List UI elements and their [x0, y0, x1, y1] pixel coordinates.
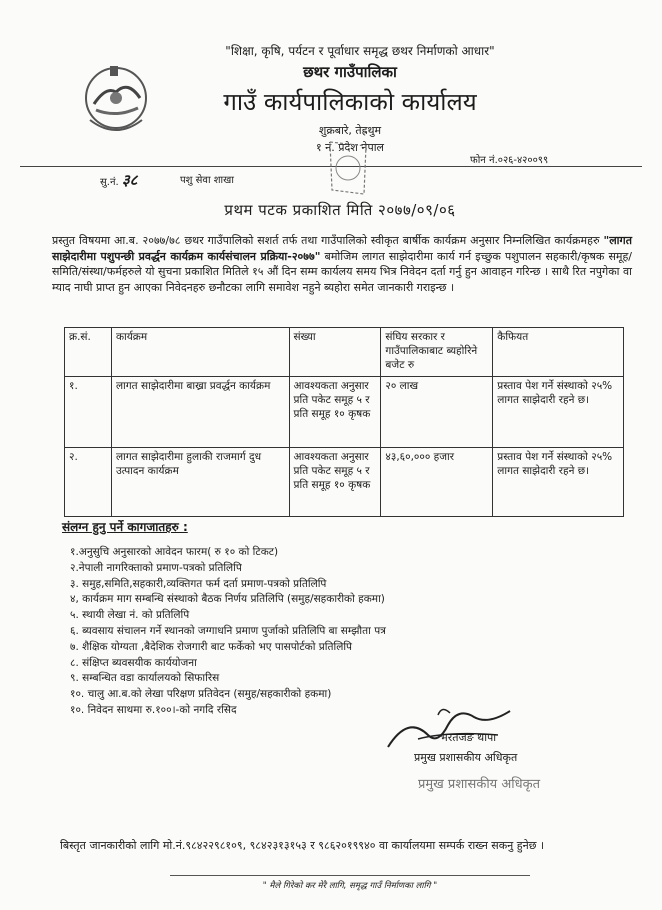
list-item: १०. निवेदन साथमा रु.१००।-को नगदि रसिद	[70, 703, 237, 716]
list-item: ९. सम्बन्धित वडा कार्यालयको सिफारिस	[70, 672, 220, 685]
office-stamp	[326, 138, 370, 198]
list-item: ५. स्थायी लेखा नं. को प्रतिलिपि	[70, 609, 190, 622]
header-budget: संघिय सरकार र गाउँपालिकाबाट ब्यहोरिने बजेट रु	[381, 328, 493, 377]
attachments-title: संलग्न हुनु पर्ने कागजातहरु :	[62, 520, 188, 534]
list-item: ६. ब्यवसाय संचालन गर्ने स्थानको जग्गाधनि प्रमाण पुर्जाको प्रतिलिपि बा सम्झौता पत्र	[70, 624, 386, 637]
row-serial: १.	[65, 377, 112, 448]
list-item: २.नेपाली नागरिक्ताको प्रमाण-पत्रको प्रतिलिपि	[70, 561, 242, 574]
reference-label: सु.नं.	[100, 177, 119, 188]
row-quantity: आवश्यकता अनुसार प्रति पकेट समूह ५ र प्रति समूह १० कृषक	[289, 448, 381, 517]
phone-number: फोन नं.०२६-४२००९९	[470, 155, 549, 166]
address-line-2: १ नं. प्रदेश नेपाल	[315, 141, 385, 154]
government-emblem-logo	[80, 58, 152, 142]
row-budget: ४३,६०,००० हजार	[381, 448, 493, 517]
reference-number	[100, 170, 137, 190]
row-remarks: प्रस्ताव पेश गर्ने संस्थाको २५% लागत साझेदारी रहने छ।	[493, 377, 624, 448]
address-line-1: शुक्रबारे, तेह्रथुम	[318, 124, 382, 137]
list-item: ३. समुह,समिति,सहकारी,व्यक्तिगत फर्म दर्ता प्रमाण-पत्रको प्रतिलिपि	[70, 577, 327, 590]
list-item: ८. संक्षिप्त ब्यवसयीक कार्ययोजना	[70, 656, 197, 669]
program-table	[64, 327, 624, 517]
footer-slogan: " मैले गिरेको कर मेरै लागि, समृद्ध गाउँ निर्माणका लागि "	[262, 881, 438, 891]
list-item: १०. चालु आ.ब.को लेखा परिक्षण प्रतिवेदन (समुह/सहकारीको हकमा)	[70, 688, 332, 701]
header-quantity: संख्या	[289, 328, 381, 377]
header-serial: क्र.सं.	[65, 328, 112, 377]
publication-date: प्रथम पटक प्रकाशित मिति २०७७/०९/०६	[224, 201, 456, 219]
notice-paragraph	[52, 233, 632, 295]
footer-divider	[170, 875, 530, 876]
list-item: ७. शैक्षिक योग्यता ,बैदेशिक रोजगारी बाट फर्केको भए पासपोर्टको प्रतिलिपि	[70, 640, 353, 653]
list-item: ४, कार्यक्रम माग सम्बन्धि संस्थाको बैठक निर्णय प्रतिलिपि (समुह/सहकारीको हकमा)	[70, 593, 385, 606]
table-row	[65, 448, 624, 517]
notice-paragraph-part1: प्रस्तुत विषयमा आ.ब. २०७७/७८ छथर गाउँपालिको सशर्त तर्फ तथा गाउँपालिको स्वीकृत बार्षीक कार्यक्रम अनुसार निम्नलिखित कार्यक्रमहरु	[52, 234, 604, 247]
row-serial: २.	[65, 448, 112, 517]
row-program: लागत साझेदारीमा बाख्रा प्रवर्द्धन कार्यक्रम	[111, 377, 289, 448]
program-procedure-title: "लागत साझेदारीमा पशुपन्छी प्रवर्द्धन कार्यक्रम कार्यसंचालन प्रक्रिया-२०७७"	[52, 234, 632, 263]
signatory-stamp: प्रमुख प्रशासकीय अधिकृत	[418, 777, 541, 792]
table-row	[65, 377, 624, 448]
row-budget: २० लाख	[381, 377, 493, 448]
header-program: कार्यक्रम	[111, 328, 289, 377]
office-name: गाउँ कार्यपालिकाको कार्यालय	[223, 88, 477, 116]
list-item: १.अनुसुचि अनुसारको आवेदन फारम( रु १० को टिकट)	[70, 546, 279, 558]
reference-handwritten-number: ३८	[121, 171, 138, 189]
organization-name: छथर गाउँपालिका	[303, 63, 397, 81]
notice-paragraph-part2: बमोजिम लागत साझेदारीमा कार्य गर्न इच्छुक पशुपालन सहकारी/कृषक समूह/समिति/संस्था/फर्महरुले यो सुचना प्रकाशित मितिले १५ औं दिन सम्म कार्यलय समय भित्र निवेदन दर्ता गर्नु हुन आवाहन गरिन्छ । साथै रित नपुगेका वा म्याद नाघी प्राप्त हुन आएका निवेदनहरु छनौटका लागि समावेश नहुने ब्यहोरा समेत जानकारी गराइन्छ ।	[52, 249, 633, 294]
header-remarks: कैफियत	[493, 328, 624, 377]
row-remarks: प्रस्ताव पेश गर्ने संस्थाको २५% लागत साझेदारी रहने छ।	[493, 448, 624, 517]
attachments-list	[70, 545, 386, 719]
row-quantity: आवश्यकता अनुसार प्रति पकेट समूह ५ र प्रति समूह १० कृषक	[289, 377, 381, 448]
branch-name: पशु सेवा शाखा	[180, 175, 234, 186]
table-header-row	[65, 328, 624, 377]
signatory-name: भरतजङ थापा	[440, 731, 497, 744]
contact-info: बिस्तृत जानकारीको लागि मो.नं.९८४२२९८१०९, ९८४२३१३१५३ र ९८६२०१९९४० वा कार्यालयमा सम्पर्क राख्न सकनु हुनेछ ।	[60, 839, 545, 852]
header-motto: "शिक्षा, कृषि, पर्यटन र पूर्वाधार समृद्ध छथर निर्माणको आधार"	[225, 44, 495, 58]
signatory-title: प्रमुख प्रशासकीय अधिकृत	[414, 751, 518, 764]
row-program: लागत साझेदारीमा हुलाकी राजमार्ग दुध उत्पादन कार्यक्रम	[111, 448, 289, 517]
